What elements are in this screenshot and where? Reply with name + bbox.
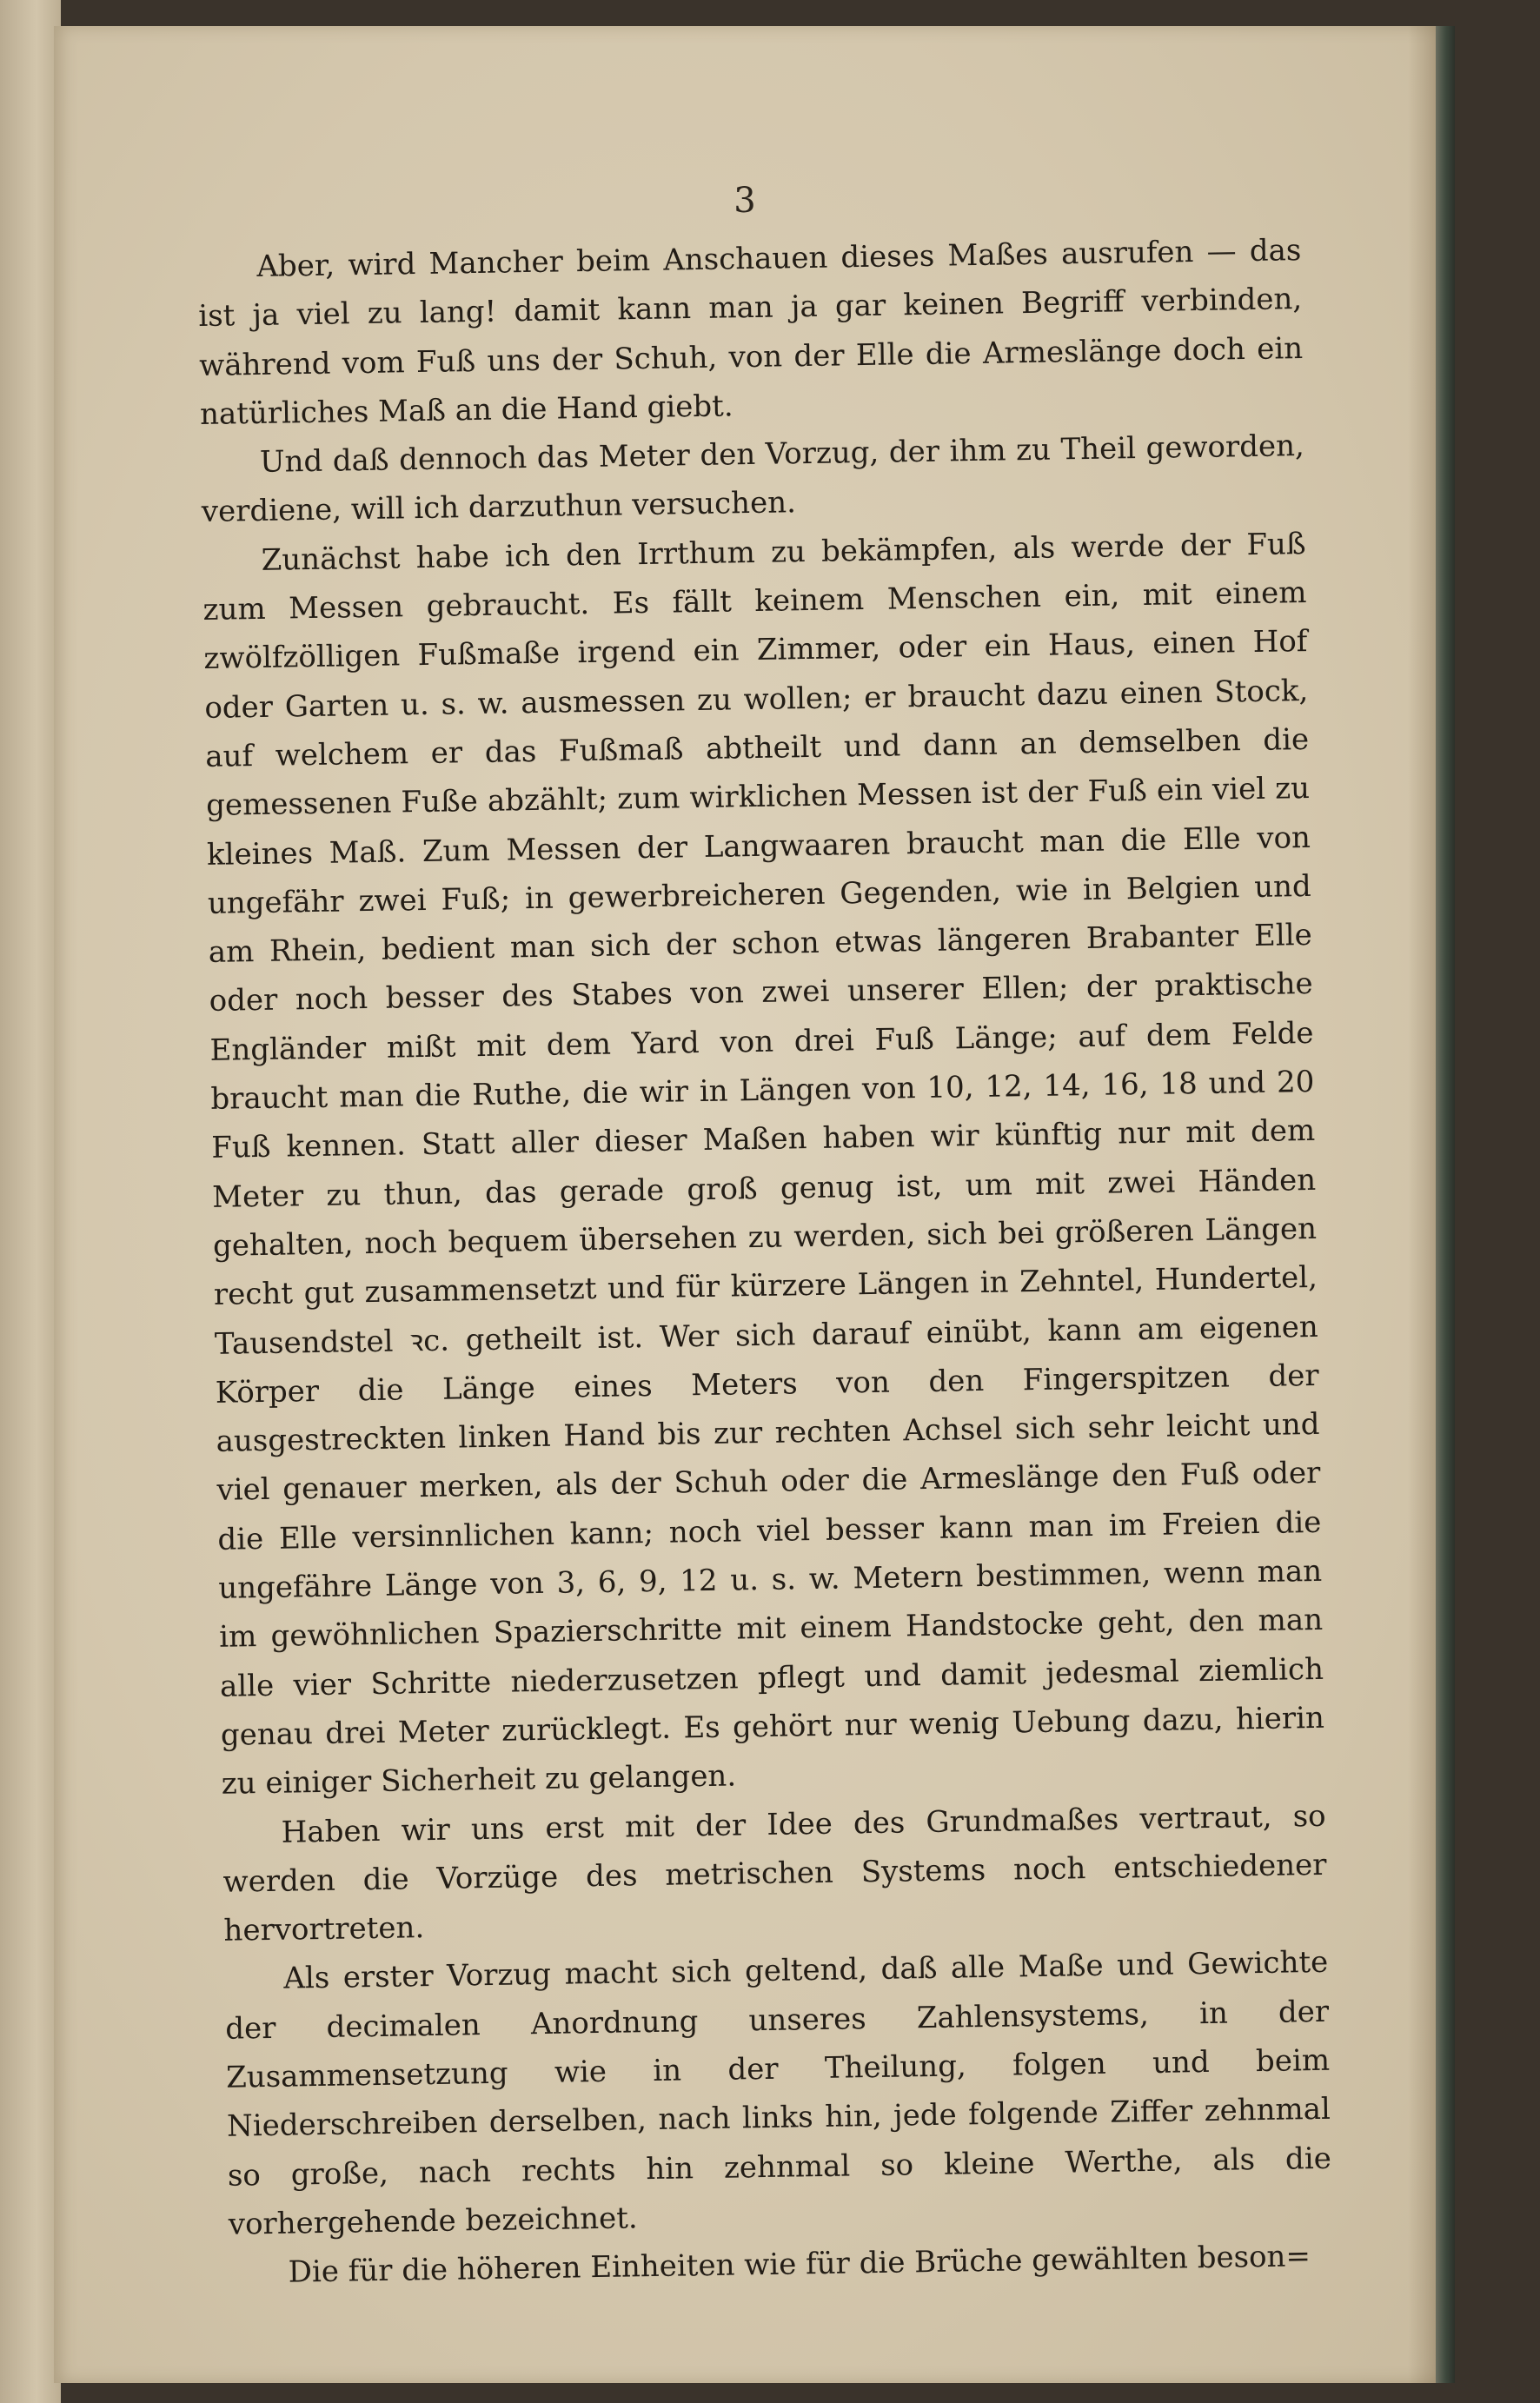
body-text: [197, 226, 1333, 2298]
page-edge-shadow: [1408, 26, 1436, 2383]
paragraph: Als erster Vorzug macht sich geltend, daß alle Maße und Gewichte der decimalen Anordnung unseres Zahlensystems, in der Zusammensetzung wie in der Theilung, folgen und beim Niederschreiben derselben, nach links hin, jede folgende Ziffer zehnmal so große, nach rechts hin zehnmal so kleine Werthe, als die vorhergehende bezeichnet.: [224, 1945, 1332, 2242]
paragraph: Zunächst habe ich den Irrthum zu bekämpfen, als werde der Fuß zum Messen gebraucht. Es fällt keinem Menschen ein, mit einem zwölfzölligen Fußmaße irgend ein Zimmer, oder ein Haus, einen Hof oder Garten u. s. w. ausmessen zu wollen; er braucht dazu einen Stock, auf welchem er das Fußmaß abtheilt und dann an demselben die gemessenen Fuße abzählt; zum wirklichen Messen ist der Fuß ein viel zu kleines Maß. Zum Messen der Langwaaren braucht man die Elle von ungefähr zwei Fuß; in gewerbreicheren Gegenden, wie in Belgien und am Rhein, bedient man sich der schon etwas längeren Brabanter Elle oder noch besser des Stabes von zwei unserer Ellen; der praktische Engländer mißt mit dem Yard von drei Fuß Länge; auf dem Felde braucht man die Ruthe, die wir in Längen von 10, 12, 14, 16, 18 und 20 Fuß kennen. Statt aller dieser Maßen haben wir künftig nur mit dem Meter zu thun, das gerade groß genug ist, um mit zwei Händen gehalten, noch bequem übersehen zu werden, sich bei größeren Längen recht gut zusammensetzt und für kürzere Längen in Zehntel, Hundertel, Tausendstel ꝛc. getheilt ist. Wer sich darauf einübt, kann am eigenen Körper die Länge eines Meters von den Fingerspitzen der ausgestreckten linken Hand bis zur rechten Achsel sich sehr leicht und viel genauer merken, als der Schuh oder die Armeslänge den Fuß oder die Elle versinnlichen kann; noch viel besser kann man im Freien die ungefähre Länge von 3, 6, 9, 12 u. s. w. Metern bestimmen, wenn man im gewöhnlichen Spazierschritte mit einem Handstocke geht, den man alle vier Schritte niederzusetzen pflegt und damit jedesmal ziemlich genau drei Meter zurücklegt. Es gehört nur wenig Uebung dazu, hierin zu einiger Sicherheit zu gelangen.: [202, 526, 1325, 1802]
paragraph: Die für die höheren Einheiten wie für die Brüche gewählten beson=: [288, 2239, 1311, 2290]
paragraph: Und daß dennoch das Meter den Vorzug, der ihm zu Theil geworden, verdiene, will ich darzuthun versuchen.: [201, 428, 1305, 530]
previous-page-edge: [0, 0, 61, 2403]
book-cover-edge: [1436, 26, 1455, 2383]
paragraph: Aber, wird Mancher beim Anschauen dieses Maßes ausrufen — das ist ja viel zu lang! damit kann man ja gar keinen Begriff verbinden, während vom Fuß uns der Schuh, von der Elle die Armeslänge doch ein natürliches Maß an die Hand giebt.: [198, 233, 1304, 432]
page-number: 3: [733, 181, 756, 221]
paragraph: Haben wir uns erst mit der Idee des Grundmaßes vertraut, so werden die Vorzüge des metrischen Systems noch entschiedener hervortreten.: [222, 1798, 1327, 1948]
book-page: [54, 26, 1436, 2383]
